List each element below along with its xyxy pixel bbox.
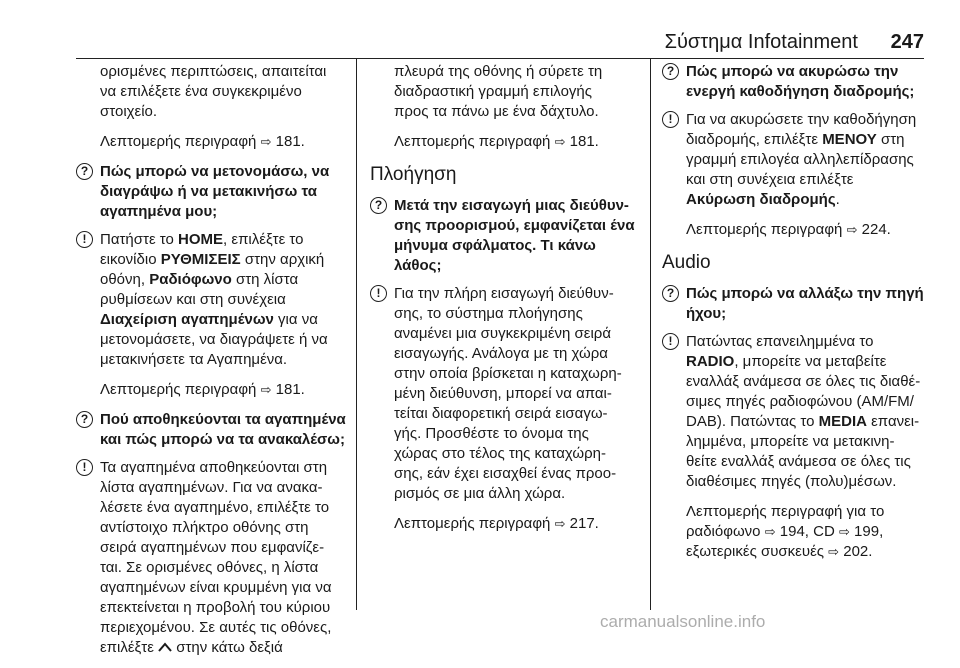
text-line: μένη διεύθυνση, μπορεί να απαι-	[394, 385, 612, 402]
arrow-icon: ⇨	[554, 516, 566, 531]
text-line: λέσετε ένα αγαπημένο, επιλέξτε το	[100, 499, 330, 516]
reference-page: 181.	[275, 133, 305, 150]
text-line: Μετά την εισαγωγή μιας διεύθυν-	[394, 197, 629, 214]
text-line: σιμες πηγές ραδιοφώνου (AM/FM/	[686, 393, 914, 410]
text-line: σης προορισμού, εμφανίζεται ένα	[394, 217, 635, 234]
question-mark-icon: ?	[662, 63, 679, 80]
text-line: λάθος;	[394, 257, 442, 274]
media-key-label: MEDIA	[818, 413, 867, 430]
arrow-icon: ⇨	[554, 134, 566, 149]
reference	[370, 514, 640, 534]
faq-question	[662, 284, 930, 324]
menu-label: ΜΕΝΟΥ	[822, 131, 877, 148]
reference-text: Λεπτομερής περιγραφή	[100, 381, 257, 398]
watermark: carmanualsonline.info	[600, 612, 766, 631]
exclamation-icon: !	[662, 111, 679, 128]
text-line: ρυθμίσεων και στη συνέχεια	[100, 291, 286, 308]
text-line: σης, το σύστημα πλοήγησης	[394, 305, 583, 322]
text-line: DAB). Πατώντας το MEDIA επανει-	[686, 413, 920, 430]
page-number: 247	[890, 31, 924, 53]
text-line: Λεπτομερής περιγραφή για το	[686, 503, 885, 520]
text-line: Πατώντας επανειλημμένα το	[686, 333, 874, 350]
column-divider	[650, 58, 651, 610]
text-line: διαθέσιμες πηγές (πολυ)μέσων.	[686, 473, 897, 490]
text-line: Διαχείριση αγαπημένων για να	[100, 311, 318, 328]
arrow-icon: ⇨	[828, 544, 840, 559]
text-line: θείτε εναλλάξ ανάμεσα σε όλες τις	[686, 453, 911, 470]
reference-page: 217.	[569, 515, 599, 532]
faq-answer	[370, 284, 640, 504]
text-line: Τα αγαπημένα αποθηκεύονται στη	[100, 459, 328, 476]
text-line: Ακύρωση διαδρομής.	[686, 191, 840, 208]
radio-label: Ραδιόφωνο	[149, 271, 232, 288]
reference	[662, 220, 930, 240]
text-line: σειρά αγαπημένων που εμφανίζε-	[100, 539, 325, 556]
text-line: Πατήστε το HOME, επιλέξτε το	[100, 231, 304, 248]
text-line: ορισμένες περιπτώσεις, απαιτείται	[100, 63, 327, 80]
text-line: πλευρά της οθόνης ή σύρετε τη	[394, 63, 603, 80]
arrow-icon: ⇨	[838, 524, 850, 539]
header-rule	[76, 58, 924, 59]
reference-page: 224.	[861, 221, 891, 238]
question-mark-icon: ?	[76, 411, 93, 428]
cancel-route-label: Ακύρωση διαδρομής	[686, 191, 836, 208]
text-line: Για την πλήρη εισαγωγή διεύθυν-	[394, 285, 614, 302]
exclamation-icon: !	[76, 231, 93, 248]
text-line: μετακινήσετε τα Αγαπημένα.	[100, 351, 288, 368]
text-line: στην οποία βρίσκεται η καταχωρη-	[394, 365, 622, 382]
text-line: εικονίδιο ΡΥΘΜΙΣΕΙΣ στην αρχική	[100, 251, 325, 268]
text-line: Πού αποθηκεύονται τα αγαπημένα	[100, 411, 346, 428]
manage-favourites-label: Διαχείριση αγαπημένων	[100, 311, 274, 328]
exclamation-icon: !	[76, 459, 93, 476]
text-line: RADIO, μπορείτε να μεταβείτε	[686, 353, 887, 370]
page-header	[0, 28, 960, 58]
text-line: χώρας στο τέλος της καταχώρη-	[394, 445, 606, 462]
reference-page: 181.	[275, 381, 305, 398]
text-line: προς τα πάνω με ένα δάχτυλο.	[394, 103, 599, 120]
question-mark-icon: ?	[662, 285, 679, 302]
reference-text: Λεπτομερής περιγραφή	[394, 515, 551, 532]
text-line: εναλλάξ ανάμεσα σε όλες τις διαθέ-	[686, 373, 921, 390]
text-line: διαγράψω ή να μετακινήσω τα	[100, 183, 317, 200]
arrow-icon: ⇨	[764, 524, 776, 539]
text-line: λίστα αγαπημένων. Για να ανακα-	[100, 479, 323, 496]
text-line: μετονομάσετε, να διαγράψετε ή να	[100, 331, 328, 348]
chevron-up-icon	[158, 641, 172, 653]
exclamation-icon: !	[662, 333, 679, 350]
reference-page: 181.	[569, 133, 599, 150]
text-line: και στη συνέχεια επιλέξτε	[686, 171, 854, 188]
text-line: στοιχείο.	[100, 103, 158, 120]
text-line: τείται διαφορετική σειρά εισαγω-	[394, 405, 608, 422]
question-mark-icon: ?	[76, 163, 93, 180]
text-line: αντίστοιχο πλήκτρο οθόνης στη	[100, 519, 309, 536]
text-line: διαδραστική γραμμή επιλογής	[394, 83, 592, 100]
arrow-icon: ⇨	[260, 382, 272, 397]
radio-key-label: RADIO	[686, 353, 735, 370]
section-heading: Πλοήγηση	[370, 164, 457, 185]
text-line: να επιλέξετε ένα συγκεκριμένο	[100, 83, 302, 100]
arrow-icon: ⇨	[260, 134, 272, 149]
question-mark-icon: ?	[370, 197, 387, 214]
text-line: ήχου;	[686, 305, 727, 322]
text-line: ται. Σε ορισμένες οθόνες, η λίστα	[100, 559, 319, 576]
faq-question	[370, 196, 640, 276]
section-heading: Audio	[662, 252, 711, 273]
text-line: εισαγωγής. Ανάλογα με τη χώρα	[394, 345, 608, 362]
header-title: Σύστημα Infotainment	[664, 31, 858, 53]
text-line: οθόνη, Ραδιόφωνο στη λίστα	[100, 271, 299, 288]
reference	[76, 132, 348, 152]
column-3	[662, 62, 930, 562]
faq-answer	[76, 230, 348, 370]
column-divider	[356, 58, 357, 610]
home-key-label: HOME	[178, 231, 224, 248]
text-line: γής. Προσθέστε το όνομα της	[394, 425, 589, 442]
text-line: ρισμός σε μια άλλη χώρα.	[394, 485, 566, 502]
text-line: Πώς μπορώ να αλλάξω την πηγή	[686, 285, 924, 302]
faq-answer	[662, 110, 930, 210]
intro-paragraph	[370, 62, 640, 122]
text-line: Για να ακυρώσετε την καθοδήγηση	[686, 111, 917, 128]
exclamation-icon: !	[370, 285, 387, 302]
text-line: αγαπημένα μου;	[100, 203, 218, 220]
text-line: ενεργή καθοδήγηση διαδρομής;	[686, 83, 915, 100]
text-line: επεκτείνεται η προβολή του κύριου	[100, 599, 331, 616]
reference	[662, 502, 930, 562]
text-line: αναμένει μια συγκεκριμένη σειρά	[394, 325, 612, 342]
text-line: λημμένα, μπορείτε να μετακινη-	[686, 433, 895, 450]
text-line: μήνυμα σφάλματος. Τι κάνω	[394, 237, 596, 254]
text-line: διαδρομής, επιλέξτε ΜΕΝΟΥ στη	[686, 131, 905, 148]
faq-answer	[76, 458, 348, 658]
text-line: και πώς μπορώ να τα ανακαλέσω;	[100, 431, 345, 448]
reference-text: Λεπτομερής περιγραφή	[686, 221, 843, 238]
reference	[370, 132, 640, 152]
faq-question	[662, 62, 930, 102]
text-line: περιεχομένου. Σε αυτές τις οθόνες,	[100, 619, 332, 636]
reference-text: Λεπτομερής περιγραφή	[394, 133, 551, 150]
text-line: Πώς μπορώ να ακυρώσω την	[686, 63, 899, 80]
reference-text: Λεπτομερής περιγραφή	[100, 133, 257, 150]
faq-answer	[662, 332, 930, 492]
text-line: σης, εάν έχει εισαχθεί ένας προο-	[394, 465, 617, 482]
text-line: Πώς μπορώ να μετονομάσω, να	[100, 163, 330, 180]
arrow-icon: ⇨	[846, 222, 858, 237]
settings-label: ΡΥΘΜΙΣΕΙΣ	[160, 251, 241, 268]
intro-paragraph	[76, 62, 348, 122]
text-line: εξωτερικές συσκευές ⇨ 202.	[686, 543, 873, 560]
text-line: ραδιόφωνο ⇨ 194, CD ⇨ 199,	[686, 523, 884, 540]
faq-question	[76, 162, 348, 222]
text-line: γραμμή επιλογέα αλληλεπίδρασης	[686, 151, 914, 168]
column-2	[370, 62, 640, 544]
reference	[76, 380, 348, 400]
text-line: αγαπημένων είναι κρυμμένη για να	[100, 579, 332, 596]
faq-question	[76, 410, 348, 450]
column-1	[76, 62, 348, 668]
text-line: επιλέξτε στην κάτω δεξιά	[100, 639, 283, 656]
